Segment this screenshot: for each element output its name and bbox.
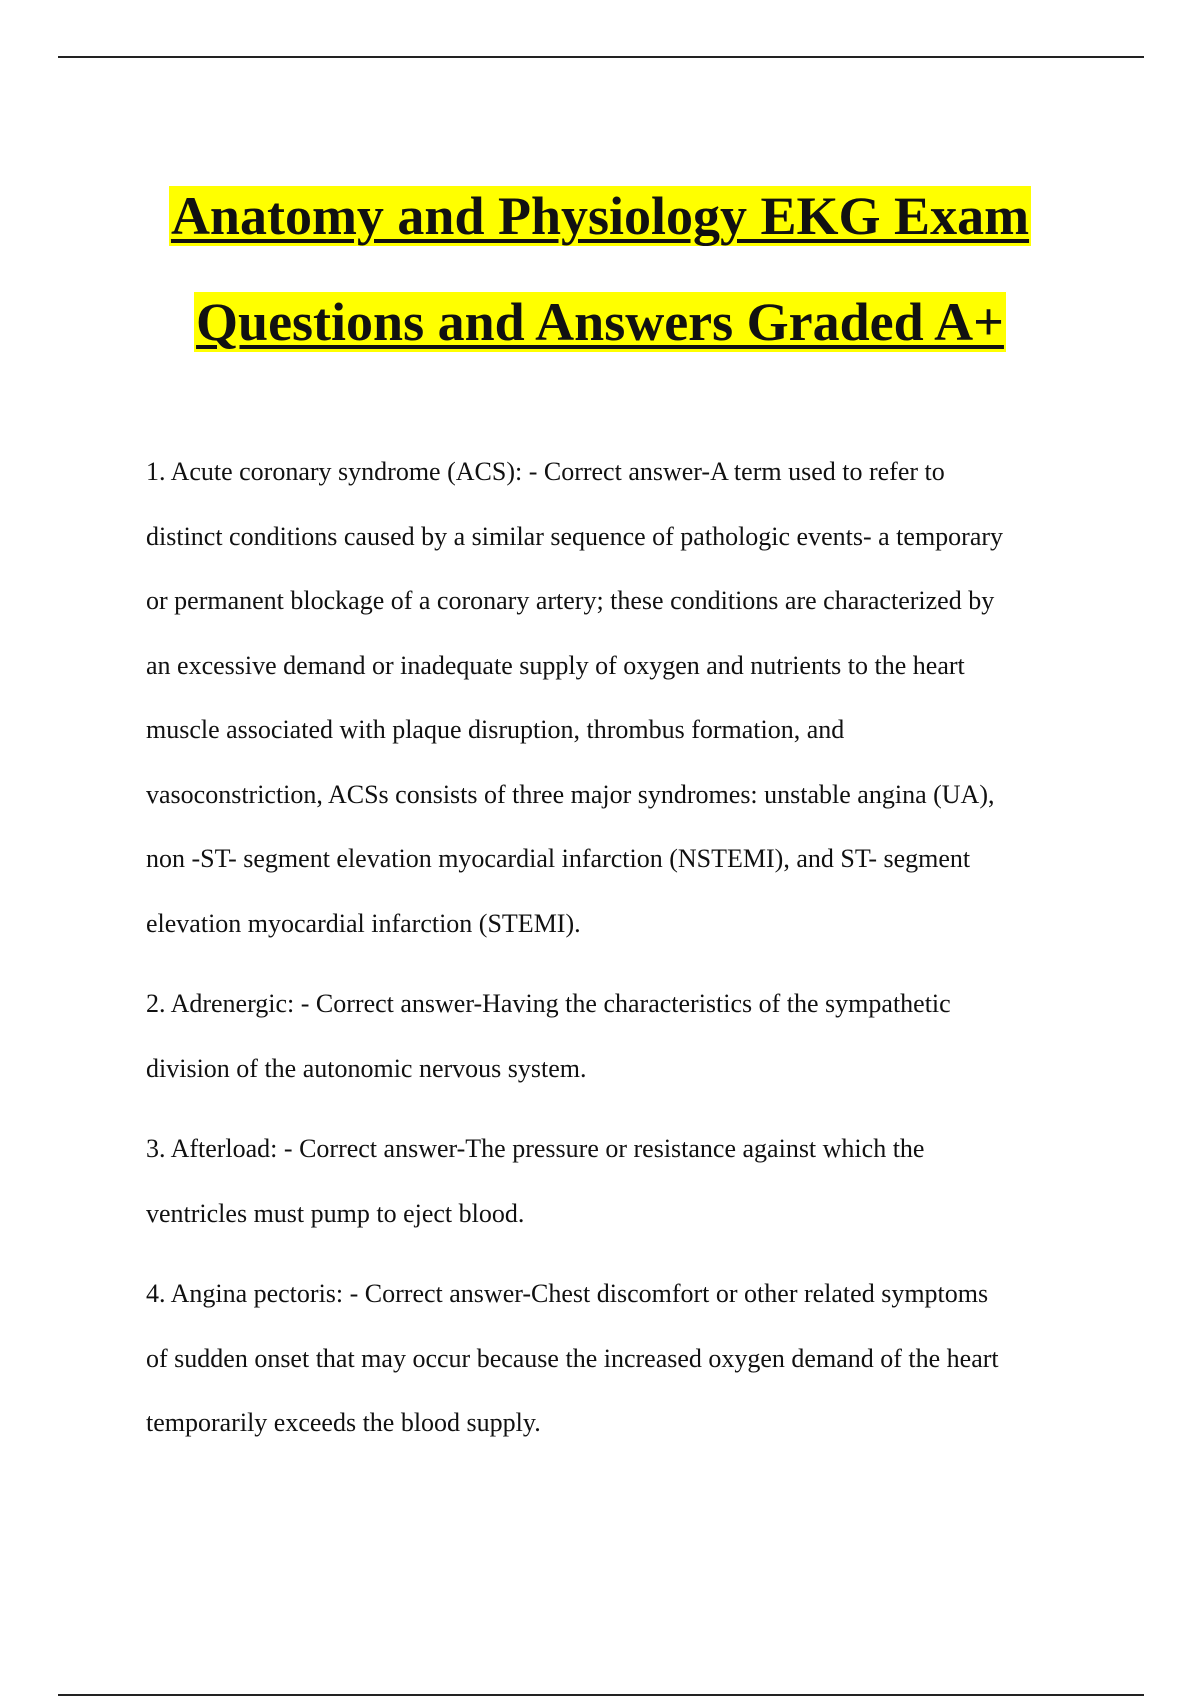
entry-1-line-2: distinct conditions caused by a similar sequence of pathologic events- a temporary [146,521,1004,551]
entry-2-line-2: division of the autonomic nervous system. [146,1053,587,1083]
entry-2-line-1: 2. Adrenergic: - Correct answer-Having the characteristics of the sympathetic [146,989,951,1018]
entry-4-line-3: temporarily exceeds the blood supply. [146,1408,541,1437]
bottom-rule [58,1694,1144,1696]
entry-4-line-1: 4. Angina pectoris: - Correct answer-Chest discomfort or other related symptoms [146,1279,989,1308]
entry-1-line-8: elevation myocardial infarction (STEMI). [146,908,581,938]
qa-entry-1 [146,440,1086,956]
title-line-1-text: Anatomy and Physiology EKG Exam [170,186,1030,246]
title-line-2 [0,276,1200,382]
qa-list [146,440,1086,1472]
entry-1-line-1: 1. Acute coronary syndrome (ACS): - Correct answer-A term used to refer to [146,457,945,486]
entry-1-line-6: vasoconstriction, ACSs consists of three major syndromes: unstable angina (UA), [146,779,995,809]
qa-entry-3 [146,1117,1086,1246]
entry-3-line-1: 3. Afterload: - Correct answer-The pressure or resistance against which the [146,1134,925,1163]
entry-1-line-7: non -ST- segment elevation myocardial infarction (NSTEMI), and ST- segment [146,844,971,873]
entry-4-line-2: of sudden onset that may occur because the increased oxygen demand of the heart [146,1343,999,1373]
entry-1-line-4: an excessive demand or inadequate supply of oxygen and nutrients to the heart [146,650,965,680]
title-line-2-text: Questions and Answers Graded A+ [196,292,1004,352]
document-title [0,170,1200,382]
entry-1-line-3: or permanent blockage of a coronary artery; these conditions are characterized by [146,586,995,615]
qa-entry-4 [146,1262,1086,1456]
entry-1-line-5: muscle associated with plaque disruption, thrombus formation, and [146,715,845,744]
qa-entry-2 [146,972,1086,1101]
title-line-1 [0,170,1200,276]
top-rule [58,56,1144,58]
entry-3-line-2: ventricles must pump to eject blood. [146,1198,525,1228]
